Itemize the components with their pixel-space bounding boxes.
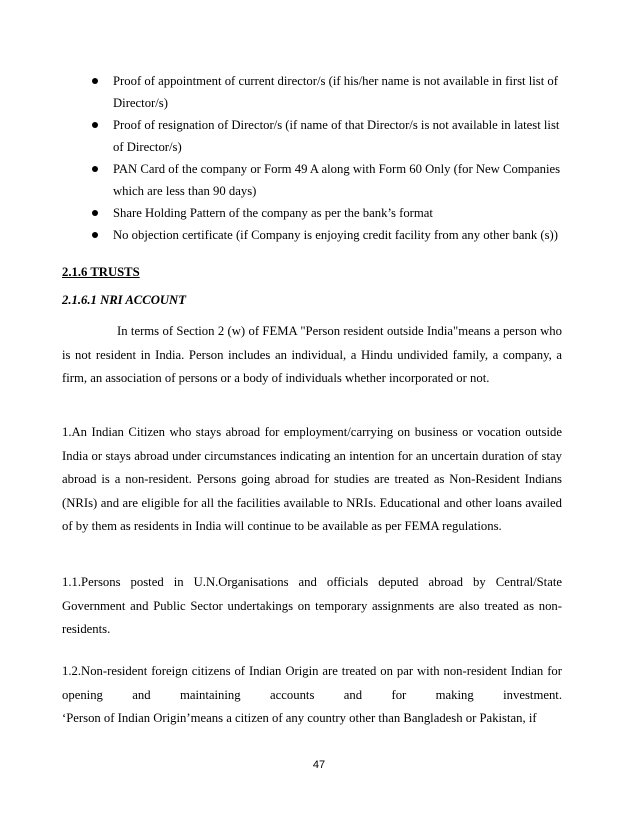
paragraph-foreign-citizens-indian-origin: [62, 660, 562, 731]
list-item-text: PAN Card of the company or Form 49 A along with Form 60 Only (for New Companies: [113, 162, 561, 176]
list-item-text: Proof of resignation of Director/s (if name of that Director/s is not available in latest list: [113, 118, 560, 132]
paragraph-un-officials: 1.1.Persons posted in U.N.Organisations and officials deputed abroad by Central/State Government and Public Sector undertakings on temporary assignments are also treated as non-residents.: [62, 575, 562, 636]
bullet-icon: [92, 122, 98, 128]
list-item: [0, 114, 638, 158]
paragraph-line: opening and maintaining accounts and for making investment.: [62, 687, 562, 702]
page-number: 47: [312, 759, 326, 771]
list-item: [0, 70, 638, 114]
list-item-text: of Director/s): [113, 140, 182, 154]
list-item-text: Share Holding Pattern of the company as per the bank’s format: [113, 206, 433, 220]
paragraph-line: ‘Person of Indian Origin’means a citizen of any country other than Bangladesh or Pakistan, if: [62, 711, 537, 725]
bullet-icon: [92, 78, 98, 84]
paragraph-line: 1.2.Non-resident foreign citizens of Indian Origin are treated on par with non-resident Indian for: [62, 664, 562, 678]
list-item: [0, 158, 638, 202]
list-item-text: Proof of appointment of current director/s (if his/her name is not available in first list of: [113, 74, 559, 88]
list-item: [0, 202, 638, 224]
bullet-icon: [92, 166, 98, 172]
bullet-icon: [92, 232, 98, 238]
list-item-text: Director/s): [113, 96, 168, 110]
paragraph-indian-citizen-abroad: 1.An Indian Citizen who stays abroad for employment/carrying on business or vocation outside India or stays abroad under circumstances indicating an intention for an uncertain duration of stay abroad is a non-resident. Persons going abroad for studies are treated as Non-Resident Indians (NRIs) and are eligible for all the facilities available to NRIs. Educational and other loans availed of by them as residents in India will continue to be available as per FEMA regulations.: [62, 425, 562, 533]
requirements-bullet-list: [0, 70, 638, 246]
list-item: [0, 224, 638, 246]
subsection-heading-nri-account: 2.1.6.1 NRI ACCOUNT: [62, 293, 186, 307]
paragraph-fema-definition: In terms of Section 2 (w) of FEMA "Person resident outside India"means a person who is not resident in India. Person includes an individual, a Hindu undivided family, a company, a firm, an association of persons or a body of individuals whether incorporated or not.: [62, 324, 562, 385]
section-heading-trusts: 2.1.6 TRUSTS: [62, 265, 140, 279]
bullet-icon: [92, 210, 98, 216]
list-item-text: which are less than 90 days): [113, 184, 257, 198]
list-item-text: No objection certificate (if Company is enjoying credit facility from any other bank (s)): [113, 228, 558, 242]
